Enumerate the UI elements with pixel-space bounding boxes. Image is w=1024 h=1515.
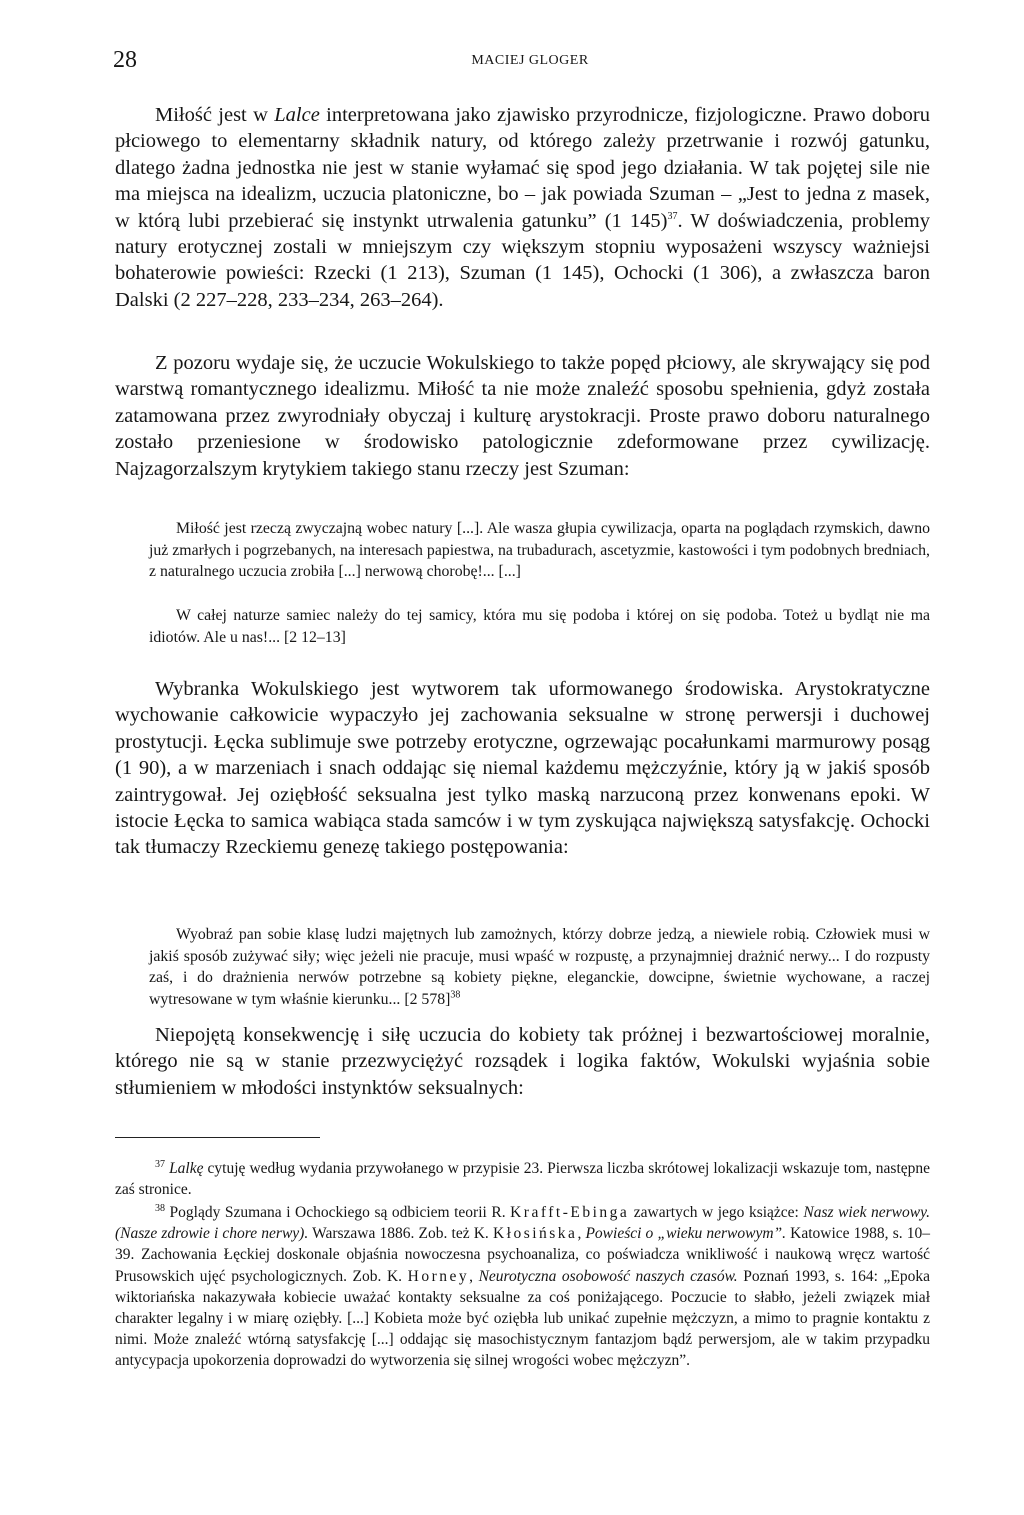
running-head: MACIEJ GLOGER bbox=[471, 53, 589, 68]
footnote-37-italic: Lalkę bbox=[169, 1160, 204, 1177]
footnote-38-text-f: , bbox=[469, 1267, 479, 1285]
paragraph-2: Z pozoru wydaje się, że uczucie Wokulskiego to także popęd płciowy, ale skrywający się pod warstwą romantycznego idealizmu. Miłość ta nie może znaleźć sposobu spełnienia, gdyż została zatamowana przez zwyrodniały obyczaj i kulturę arystokracji. Proste prawo doboru naturalnego zostało przeniesione w środowisko patologicznie zdeformowane przez cywilizację. Najzagorzalszym krytykiem takiego stanu rzeczy jest Szuman: bbox=[115, 352, 930, 480]
footnote-38 bbox=[115, 1202, 930, 1372]
footnote-37-number: 37 bbox=[155, 1159, 165, 1170]
footnote-38-number: 38 bbox=[155, 1203, 165, 1214]
footnote-ref-38[interactable]: 38 bbox=[450, 989, 461, 1001]
block-quote-2 bbox=[149, 924, 930, 1010]
footnote-38-italic-2: Powieści o „wieku nerwowym”. bbox=[585, 1225, 787, 1243]
paragraph-1-text-a: Miłość jest w bbox=[155, 104, 275, 126]
footnote-38-text-c: Warszawa 1886. Zob. też K. bbox=[308, 1225, 493, 1243]
footnote-separator bbox=[115, 1137, 320, 1138]
paragraph-1-text-c: . W doświadczenia, problemy natury erotycznej zostali w mniejszym czy większym stopniu wyposażeni wszyscy ważniejsi bohaterowie powieści: Rzecki (1 213), Szuman (1 145), Ochocki (1 306), a zwłaszcza baron Dalski (2 227–228, 233–234, 263–264). bbox=[115, 209, 931, 311]
footnote-38-author-1: Krafft-Ebinga bbox=[510, 1204, 630, 1221]
footnote-38-text-e: Katowice 1988, s. 10–39. Zachowania Łęckiej doskonale objaśnia nowoczesna psychoanaliza, co poświadcza wnikliwość i naukową wręcz wartość Prusowskich ujęć psychologicznych. Zob. K. bbox=[115, 1225, 930, 1285]
footnote-38-text-d: , bbox=[577, 1225, 586, 1243]
footnote-37 bbox=[115, 1158, 930, 1200]
page-number: 28 bbox=[113, 47, 137, 73]
footnote-38-author-2: Kłosińska bbox=[492, 1225, 578, 1243]
paragraph-1 bbox=[115, 102, 930, 313]
paragraph-1-italic-title: Lalce bbox=[274, 104, 320, 126]
footnote-38-text-a: Poglądy Szumana i Ochockiego są odbiciem teorii R. bbox=[165, 1204, 511, 1221]
footnote-38-text-g: Poznań 1993, s. 164: „Epoka wiktoriańska nakazywała kobiecie uważać kontakty seksualne za coś poniżającego. Poczucie to słabło, jeżeli związek miał charakter legalny i w miarę oziębły. [...] Kobieta może być oziębła lub unikać zupełnie mężczyzn, a mimo to pragnie kontaktu z nimi. Może znaleźć wtórną satysfakcję [...] oddając się masochistycznym fantazjom bądź perwersjom, ale w takim przypadku antycypacja upokorzenia doprowadzi do wytworzenia się silnej wrogości wobec mężczyzn”. bbox=[115, 1267, 931, 1370]
footnote-38-italic-3: Neurotyczna osobowość naszych czasów. bbox=[478, 1267, 738, 1285]
block-quote-2-text: Wyobraź pan sobie klasę ludzi majętnych lub zamożnych, którzy dobrze jedzą, a niewiele robią. Człowiek musi w jakiś sposób zużywać siły; więc jeżeli nie pracuje, musi wpaść w rozpustę, a przynajmniej drażnić nerwy... I do rozpusty zaś, i do drażnienia nerwów potrzebne są kobiety piękne, eleganckie, dowcipne, świetnie wychowane, a raczej wytresowane w tym właśnie kierunku... [2 578] bbox=[149, 926, 930, 1008]
footnote-38-author-3: Horney bbox=[407, 1267, 470, 1285]
paragraph-4: Niepojętą konsekwencję i siłę uczucia do kobiety tak próżnej i bezwartościowej moralnie, którego nie są w stanie przezwyciężyć rozsądek i logika faktów, Wokulski wyjaśnia sobie stłumieniem w młodości instynktów seksualnych: bbox=[115, 1024, 930, 1099]
block-quote-1b: W całej naturze samiec należy do tej samicy, która mu się podoba i której on się podoba. Toteż u bydląt nie ma idiotów. Ale u nas!... [2 12–13] bbox=[149, 607, 930, 646]
paragraph-3: Wybranka Wokulskiego jest wytworem tak uformowanego środowiska. Arystokratyczne wychowanie całkowicie wypaczyło jej zachowania seksualne w stronę perwersji i duchowej prostytucji. Łęcka sublimuje swe potrzeby erotyczne, ogrzewając pocałunkami marmurowy posąg (1 90), a w marzeniach i snach oddając się niemal każdemu mężczyźnie, który ją w jakiś sposób zaintrygował. Jej oziębłość seksualna jest tylko maską narzuconą przez konwenans epoki. W istocie Łęcka to samica wabiąca stada samców i w tym zyskująca największą satysfakcję. Ochocki tak tłumaczy Rzeckiemu genezę takiego postępowania: bbox=[115, 678, 930, 859]
paragraph-1-text-b: interpretowana jako zjawisko przyrodnicze, fizjologiczne. Prawo doboru płciowego to elementarny składnik natury, od którego zależy przetrwanie i rozwój gatunku, dlatego żadna jednostka nie jest w stanie wyłamać się spod jego działania. W tak pojętej sile nie ma miejsca na idealizm, uczucia platoniczne, bo – jak powiada Szuman – „Jest to jedna z masek, w którą lubi przebierać się instynkt utrwalenia gatunku” (1 145) bbox=[115, 104, 931, 232]
footnote-38-text-b: zawartych w jego książce: bbox=[629, 1204, 804, 1221]
footnote-37-text: cytuję według wydania przywołanego w przypisie 23. Pierwsza liczba skrótowej lokalizacji wskazuje tom, następne zaś stronice. bbox=[115, 1160, 931, 1199]
footnote-38-italic-1: Nasz wiek nerwowy. (Nasze zdrowie i chore nerwy). bbox=[115, 1204, 930, 1243]
footnote-ref-37[interactable]: 37 bbox=[667, 210, 678, 222]
block-quote-1a: Miłość jest rzeczą zwyczajną wobec natury [...]. Ale wasza głupia cywilizacja, oparta na poglądach rzymskich, dawno już zmarłych i pogrzebanych, na interesach papiestwa, na trubadurach, ascetyzmie, kastowości i tym podobnych bredniach, z naturalnego uczucia zrobiła [...] nerwową chorobę!... [...] bbox=[149, 520, 930, 581]
